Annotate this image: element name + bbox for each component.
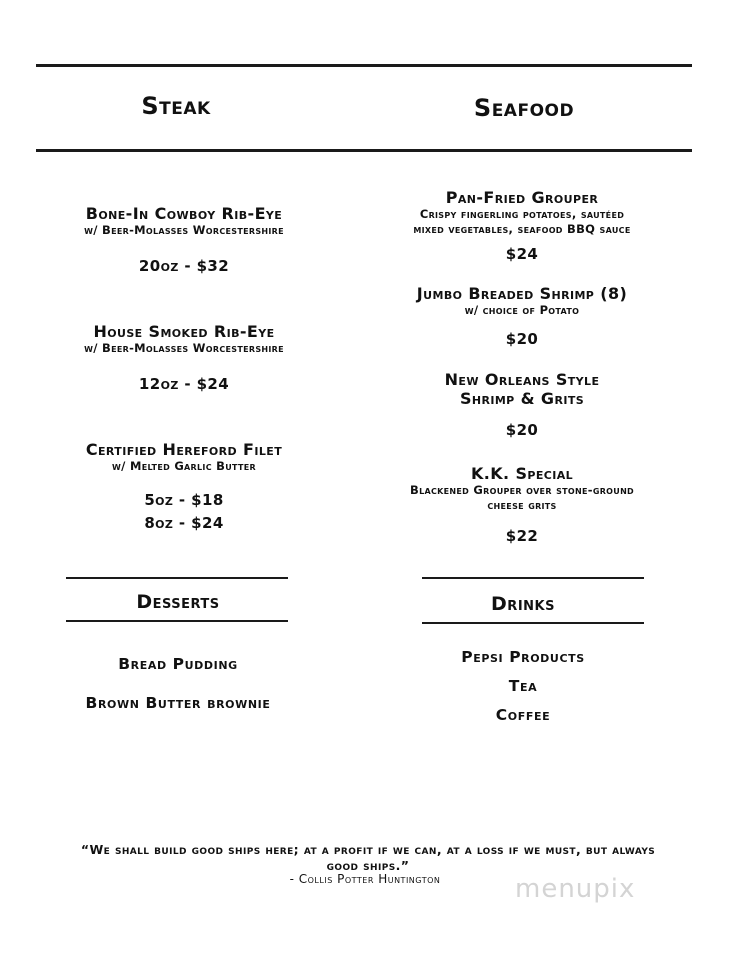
quote-attribution: - Collis Potter Huntington [289,872,441,886]
seafood-item-kk-special [356,464,688,545]
menu-item-price: $20 [505,330,539,348]
menu-item-price: $22 [505,527,539,545]
menu-item-price: 12oz - $24 [138,375,230,393]
footer-quote [10,842,726,874]
seafood-heading: Seafood [473,94,575,122]
top-rule [36,64,692,67]
menu-item-name: Certified Hereford Filet [85,440,283,459]
menu-item-desc: mixed vegetables, seafood BBQ sauce [413,222,631,236]
steak-item-filet [0,440,368,532]
menu-item-desc: Crispy fingerling potatoes, sautéed [419,207,625,221]
menu-item-name: Bone-In Cowboy Rib-Eye [85,204,283,223]
menu-item-desc: w/ Beer-Molasses Worcestershire [84,223,284,237]
menu-item-price: 8oz - $24 [144,514,224,532]
menu-item-price: 20oz - $32 [138,257,230,275]
menu-item-price: $20 [505,421,539,439]
drinks-top-rule [422,577,644,579]
quote-line-2: good ships.” [326,858,410,873]
menu-item-desc: cheese grits [487,498,557,512]
menu-item-name: Shrimp & Grits [459,389,585,408]
menu-item-name: House Smoked Rib-Eye [93,322,275,341]
seafood-item-grouper [356,188,688,263]
watermark-logo: menupix [515,874,636,904]
drinks-heading: Drinks [491,593,555,615]
desserts-heading: Desserts [136,591,220,613]
menu-item-name: Jumbo Breaded Shrimp (8) [416,284,628,303]
desserts-top-rule [66,577,288,579]
quote-line-1: “We shall build good ships here; at a profit if we can, at a loss if we must, but always [80,842,656,857]
drink-item: Pepsi Products [461,648,585,666]
menu-item-name: Pan-Fried Grouper [445,188,599,207]
menu-item-price: $24 [505,245,539,263]
menu-item-name: New Orleans Style [444,370,600,389]
steak-heading: Steak [141,92,211,120]
seafood-item-grits [356,370,688,439]
dessert-item: Bread Pudding [118,655,238,673]
drink-item: Tea [508,677,538,695]
menu-item-name: K.K. Special [470,464,574,483]
drink-item: Coffee [495,706,551,724]
menu-item-desc: Blackened Grouper over stone-ground [410,483,634,497]
menu-item-desc: w/ choice of Potato [464,303,580,317]
menu-item-desc: w/ Melted Garlic Butter [112,459,256,473]
steak-item-cowboy [0,204,368,275]
drinks-bottom-rule [422,622,644,624]
header-bottom-rule [36,149,692,152]
menu-item-price: 5oz - $18 [144,491,224,509]
steak-item-smoked [0,322,368,393]
dessert-item: Brown Butter brownie [85,694,271,712]
menu-item-desc: w/ Beer-Molasses Worcestershire [84,341,284,355]
desserts-bottom-rule [66,620,288,622]
seafood-item-shrimp [356,284,688,348]
